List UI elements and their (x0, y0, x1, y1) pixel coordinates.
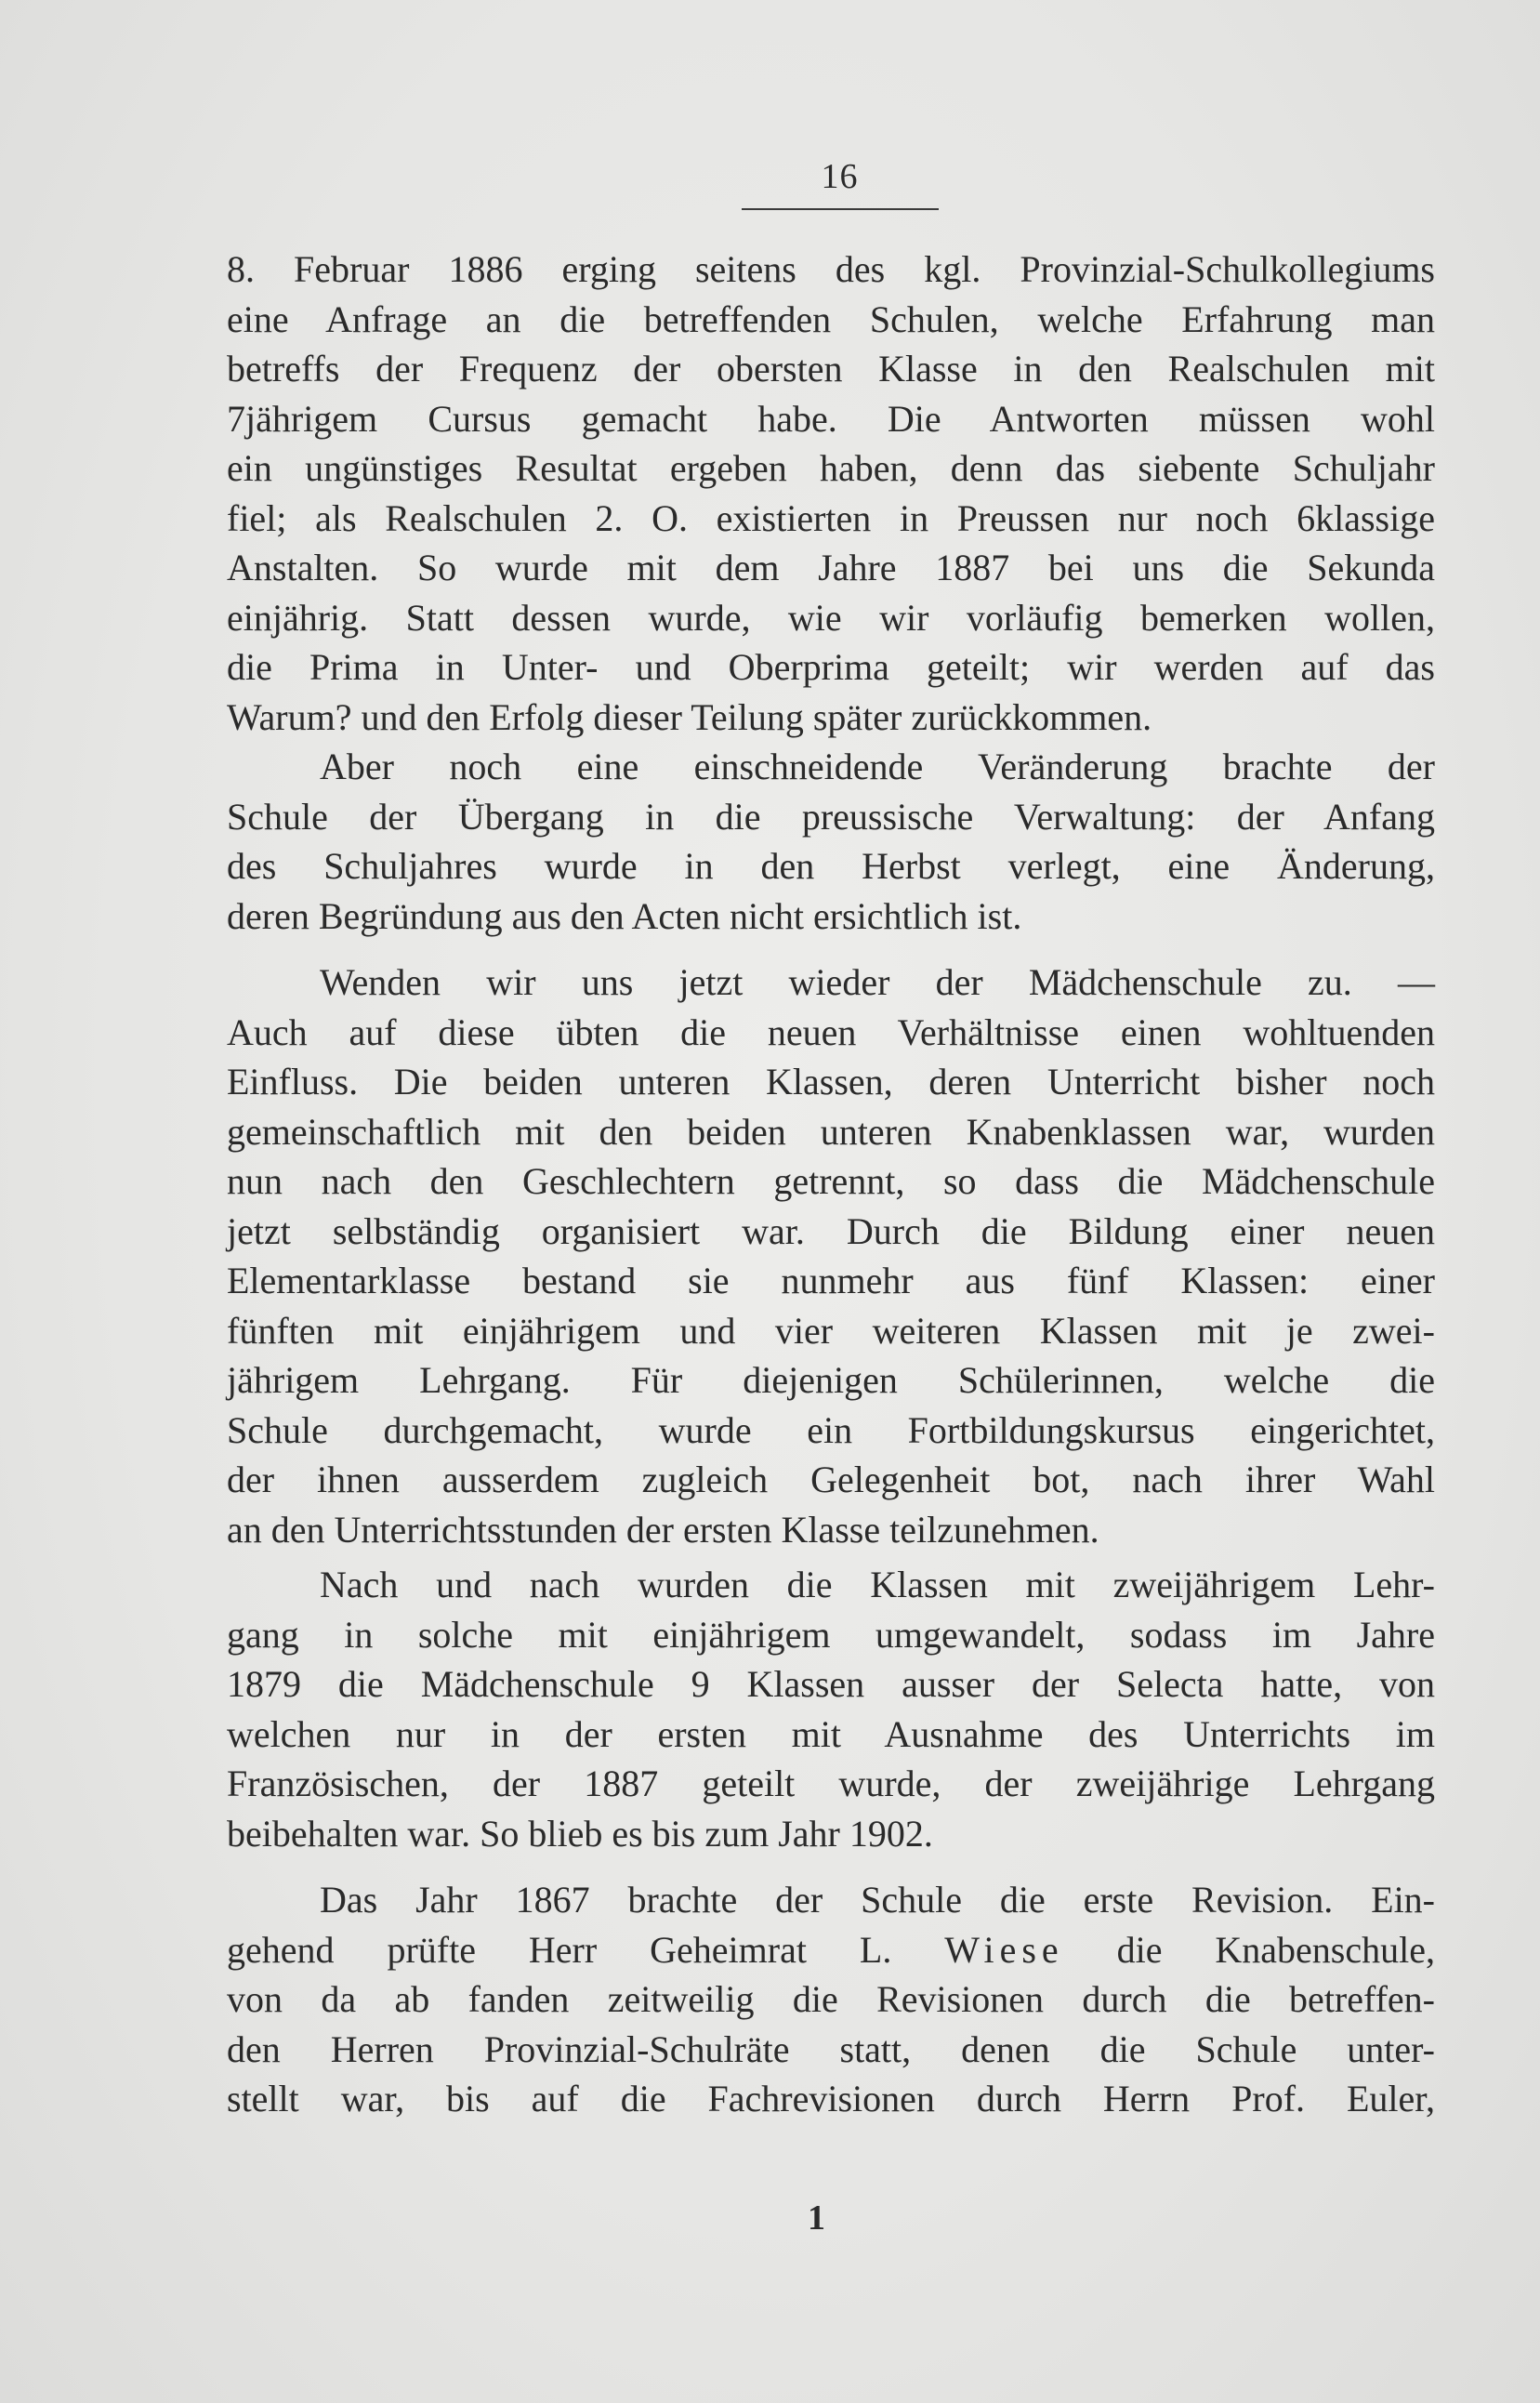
text-line: Elementarklasse bestand sie nunmehr aus fünf Klassen: einer (227, 1260, 1435, 1301)
text-line: Aber noch eine einschneidende Veränderung brachte der (320, 746, 1435, 787)
text-line: 7jährigem Cursus gemacht habe. Die Antworten müssen wohl (227, 397, 1435, 440)
text-line: jetzt selbständig organisiert war. Durch die Bildung einer neuen (227, 1209, 1435, 1252)
text-line: welchen nur in der ersten mit Ausnahme des Unterrichts im (227, 1712, 1435, 1755)
text-line: Französischen, der 1887 geteilt wurde, der zweijährige Lehrgang (227, 1763, 1435, 1804)
text-fragment: gehend prüfte Herr Geheimrat L. (227, 1928, 892, 1971)
spaced-name: Wiese (944, 1928, 1064, 1971)
signature-mark: 1 (808, 2198, 825, 2238)
header-rule (742, 208, 939, 210)
text-line (227, 1925, 1435, 1975)
text-line: Warum? und den Erfolg dieser Teilung später zurückkommen. (227, 695, 1152, 738)
text-line: beibehalten war. So blieb es bis zum Jahr 1902. (227, 1812, 933, 1855)
text-line: gemeinschaftlich mit den beiden unteren Knabenklassen war, wurden (227, 1110, 1435, 1153)
text-line: Schule der Übergang in die preussische Verwaltung: der Anfang (227, 795, 1435, 838)
text-line: von da ab fanden zeitweilig die Revisionen durch die betreffen- (227, 1978, 1435, 2020)
text-line: Wenden wir uns jetzt wieder der Mädchenschule zu. — (320, 961, 1435, 1003)
text-line: der ihnen ausserdem zugleich Gelegenheit bot, nach ihrer Wahl (227, 1459, 1435, 1500)
paragraph-2 (227, 742, 1435, 941)
text-line: Das Jahr 1867 brachte der Schule die erste Revision. Ein- (320, 1879, 1435, 1921)
text-line: Nach und nach wurden die Klassen mit zweijährigem Lehr- (320, 1564, 1435, 1605)
text-line: Auch auf diese übten die neuen Verhältnisse einen wohltuenden (227, 1010, 1435, 1053)
text-line: betreffs der Frequenz der obersten Klasse in den Realschulen mit (227, 348, 1435, 389)
text-line: Schule durchgemacht, wurde ein Fortbildungskursus eingerichtet, (227, 1408, 1435, 1451)
text-line: des Schuljahres wurde in den Herbst verlegt, eine Änderung, (227, 845, 1435, 887)
text-line: fiel; als Realschulen 2. O. existierten in Preussen nur noch 6klassige (227, 496, 1435, 539)
paragraph-1 (227, 244, 1435, 742)
text-line: 1879 die Mädchenschule 9 Klassen ausser der Selecta hatte, von (227, 1663, 1435, 1705)
page-number: 16 (821, 157, 859, 196)
text-line: an den Unterrichtsstunden der ersten Klasse teilzunehmen. (227, 1508, 1099, 1551)
text-line: die Prima in Unter- und Oberprima geteilt; wir werden auf das (227, 646, 1435, 688)
paragraph-3 (227, 957, 1435, 1554)
text-line: den Herren Provinzial-Schulräte statt, denen die Schule unter- (227, 2027, 1435, 2070)
paragraph-4 (227, 1560, 1435, 1858)
text-line: fünften mit einjährigem und vier weiteren Klassen mit je zwei- (227, 1309, 1435, 1352)
text-line: Anstalten. So wurde mit dem Jahre 1887 bei uns die Sekunda (227, 547, 1435, 588)
text-fragment: die Knabenschule, (1116, 1928, 1435, 1971)
text-line: ein ungünstiges Resultat ergeben haben, denn das siebente Schuljahr (227, 447, 1435, 489)
text-line: stellt war, bis auf die Fachrevisionen durch Herrn Prof. Euler, (227, 2078, 1435, 2119)
paragraph-5 (227, 1875, 1435, 2124)
text-line: gang in solche mit einjährigem umgewandelt, sodass im Jahre (227, 1613, 1435, 1656)
text-line: Einfluss. Die beiden unteren Klassen, deren Unterricht bisher noch (227, 1061, 1435, 1102)
text-line: deren Begründung aus den Acten nicht ersichtlich ist. (227, 894, 1022, 937)
text-line: eine Anfrage an die betreffenden Schulen, welche Erfahrung man (227, 297, 1435, 340)
text-line: einjährig. Statt dessen wurde, wie wir vorläufig bemerken wollen, (227, 596, 1435, 639)
body-text (227, 244, 1435, 2141)
text-line: nun nach den Geschlechtern getrennt, so dass die Mädchenschule (227, 1160, 1435, 1202)
text-line: 8. Februar 1886 erging seitens des kgl. Provinzial-Schulkollegiums (227, 248, 1435, 290)
text-line: jährigem Lehrgang. Für diejenigen Schülerinnen, welche die (227, 1359, 1435, 1401)
